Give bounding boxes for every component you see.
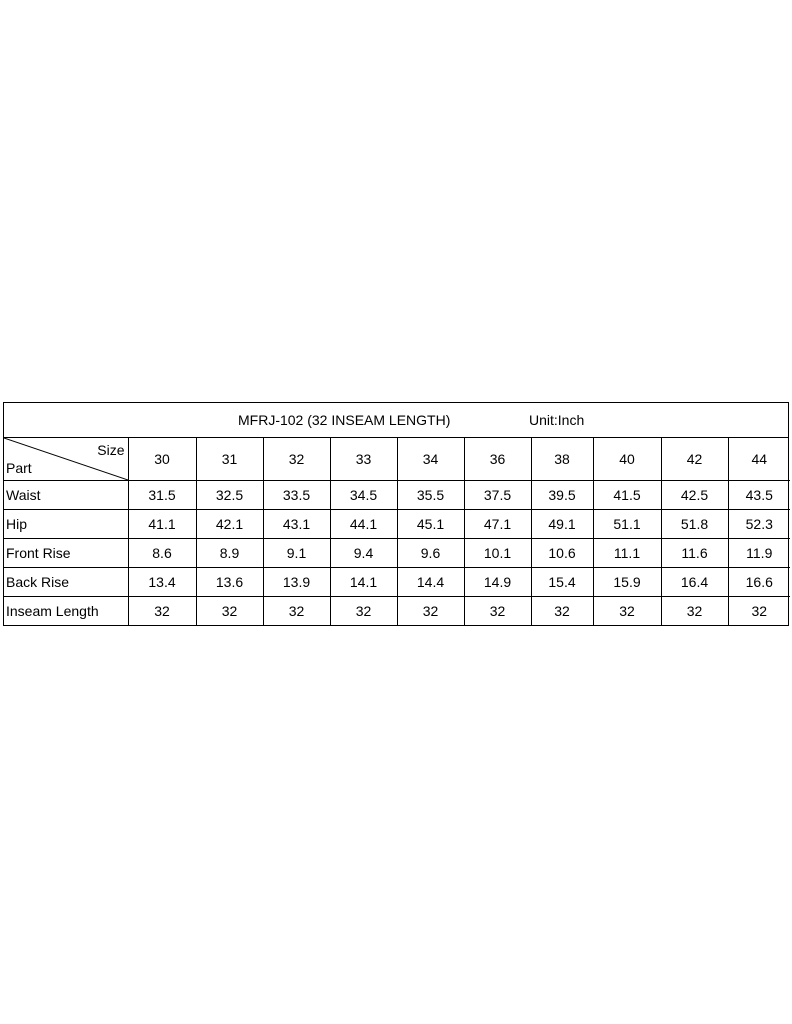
size-table xyxy=(4,438,790,625)
measurement-cell: 47.1 xyxy=(464,510,531,539)
measurement-cell: 16.4 xyxy=(661,568,728,597)
measurement-cell: 15.9 xyxy=(593,568,661,597)
measurement-cell: 43.5 xyxy=(728,481,790,510)
size-header-cell: 42 xyxy=(661,438,728,481)
size-header-cell: 33 xyxy=(330,438,397,481)
measurement-cell: 45.1 xyxy=(397,510,464,539)
measurement-cell: 32 xyxy=(397,597,464,626)
measurement-cell: 32 xyxy=(531,597,593,626)
measurement-cell: 16.6 xyxy=(728,568,790,597)
measurement-cell: 32 xyxy=(728,597,790,626)
measurement-cell: 11.1 xyxy=(593,539,661,568)
corner-cell xyxy=(4,438,128,481)
size-header-row xyxy=(4,438,790,481)
measurement-cell: 11.9 xyxy=(728,539,790,568)
size-header-cell: 44 xyxy=(728,438,790,481)
measurement-cell: 51.8 xyxy=(661,510,728,539)
measurement-cell: 32 xyxy=(661,597,728,626)
measurement-cell: 13.6 xyxy=(196,568,263,597)
measurement-cell: 32 xyxy=(196,597,263,626)
measurement-cell: 9.1 xyxy=(263,539,330,568)
size-header-cell: 30 xyxy=(128,438,196,481)
table-row xyxy=(4,510,790,539)
measurement-cell: 43.1 xyxy=(263,510,330,539)
part-name-cell: Front Rise xyxy=(4,539,128,568)
measurement-cell: 32 xyxy=(593,597,661,626)
measurement-cell: 15.4 xyxy=(531,568,593,597)
measurement-cell: 32 xyxy=(263,597,330,626)
part-name-cell: Inseam Length xyxy=(4,597,128,626)
measurement-cell: 39.5 xyxy=(531,481,593,510)
measurement-cell: 42.1 xyxy=(196,510,263,539)
chart-header xyxy=(4,403,788,438)
measurement-cell: 32.5 xyxy=(196,481,263,510)
table-row xyxy=(4,568,790,597)
measurement-cell: 32 xyxy=(128,597,196,626)
size-label: Size xyxy=(97,442,125,458)
measurement-cell: 11.6 xyxy=(661,539,728,568)
measurement-cell: 8.9 xyxy=(196,539,263,568)
measurement-cell: 41.1 xyxy=(128,510,196,539)
measurement-cell: 10.1 xyxy=(464,539,531,568)
measurement-cell: 44.1 xyxy=(330,510,397,539)
measurement-cell: 51.1 xyxy=(593,510,661,539)
measurement-cell: 32 xyxy=(464,597,531,626)
measurement-cell: 37.5 xyxy=(464,481,531,510)
part-name-cell: Waist xyxy=(4,481,128,510)
part-label: Part xyxy=(6,460,32,476)
size-chart xyxy=(3,402,789,626)
table-row xyxy=(4,481,790,510)
table-row xyxy=(4,539,790,568)
measurement-cell: 14.4 xyxy=(397,568,464,597)
measurement-cell: 13.9 xyxy=(263,568,330,597)
measurement-cell: 33.5 xyxy=(263,481,330,510)
unit-label: Unit:Inch xyxy=(529,412,585,428)
measurement-cell: 42.5 xyxy=(661,481,728,510)
measurement-cell: 32 xyxy=(330,597,397,626)
part-name-cell: Back Rise xyxy=(4,568,128,597)
measurement-cell: 41.5 xyxy=(593,481,661,510)
measurement-cell: 31.5 xyxy=(128,481,196,510)
table-row xyxy=(4,597,790,626)
size-header-cell: 38 xyxy=(531,438,593,481)
measurement-cell: 9.6 xyxy=(397,539,464,568)
measurement-cell: 35.5 xyxy=(397,481,464,510)
size-header-cell: 32 xyxy=(263,438,330,481)
measurement-cell: 14.9 xyxy=(464,568,531,597)
measurement-cell: 14.1 xyxy=(330,568,397,597)
measurement-cell: 8.6 xyxy=(128,539,196,568)
size-header-cell: 36 xyxy=(464,438,531,481)
part-name-cell: Hip xyxy=(4,510,128,539)
measurement-cell: 52.3 xyxy=(728,510,790,539)
measurement-cell: 13.4 xyxy=(128,568,196,597)
size-header-cell: 40 xyxy=(593,438,661,481)
size-header-cell: 31 xyxy=(196,438,263,481)
measurement-cell: 34.5 xyxy=(330,481,397,510)
measurement-cell: 49.1 xyxy=(531,510,593,539)
size-header-cell: 34 xyxy=(397,438,464,481)
measurement-cell: 9.4 xyxy=(330,539,397,568)
chart-title: MFRJ-102 (32 INSEAM LENGTH) xyxy=(238,412,451,428)
measurement-cell: 10.6 xyxy=(531,539,593,568)
